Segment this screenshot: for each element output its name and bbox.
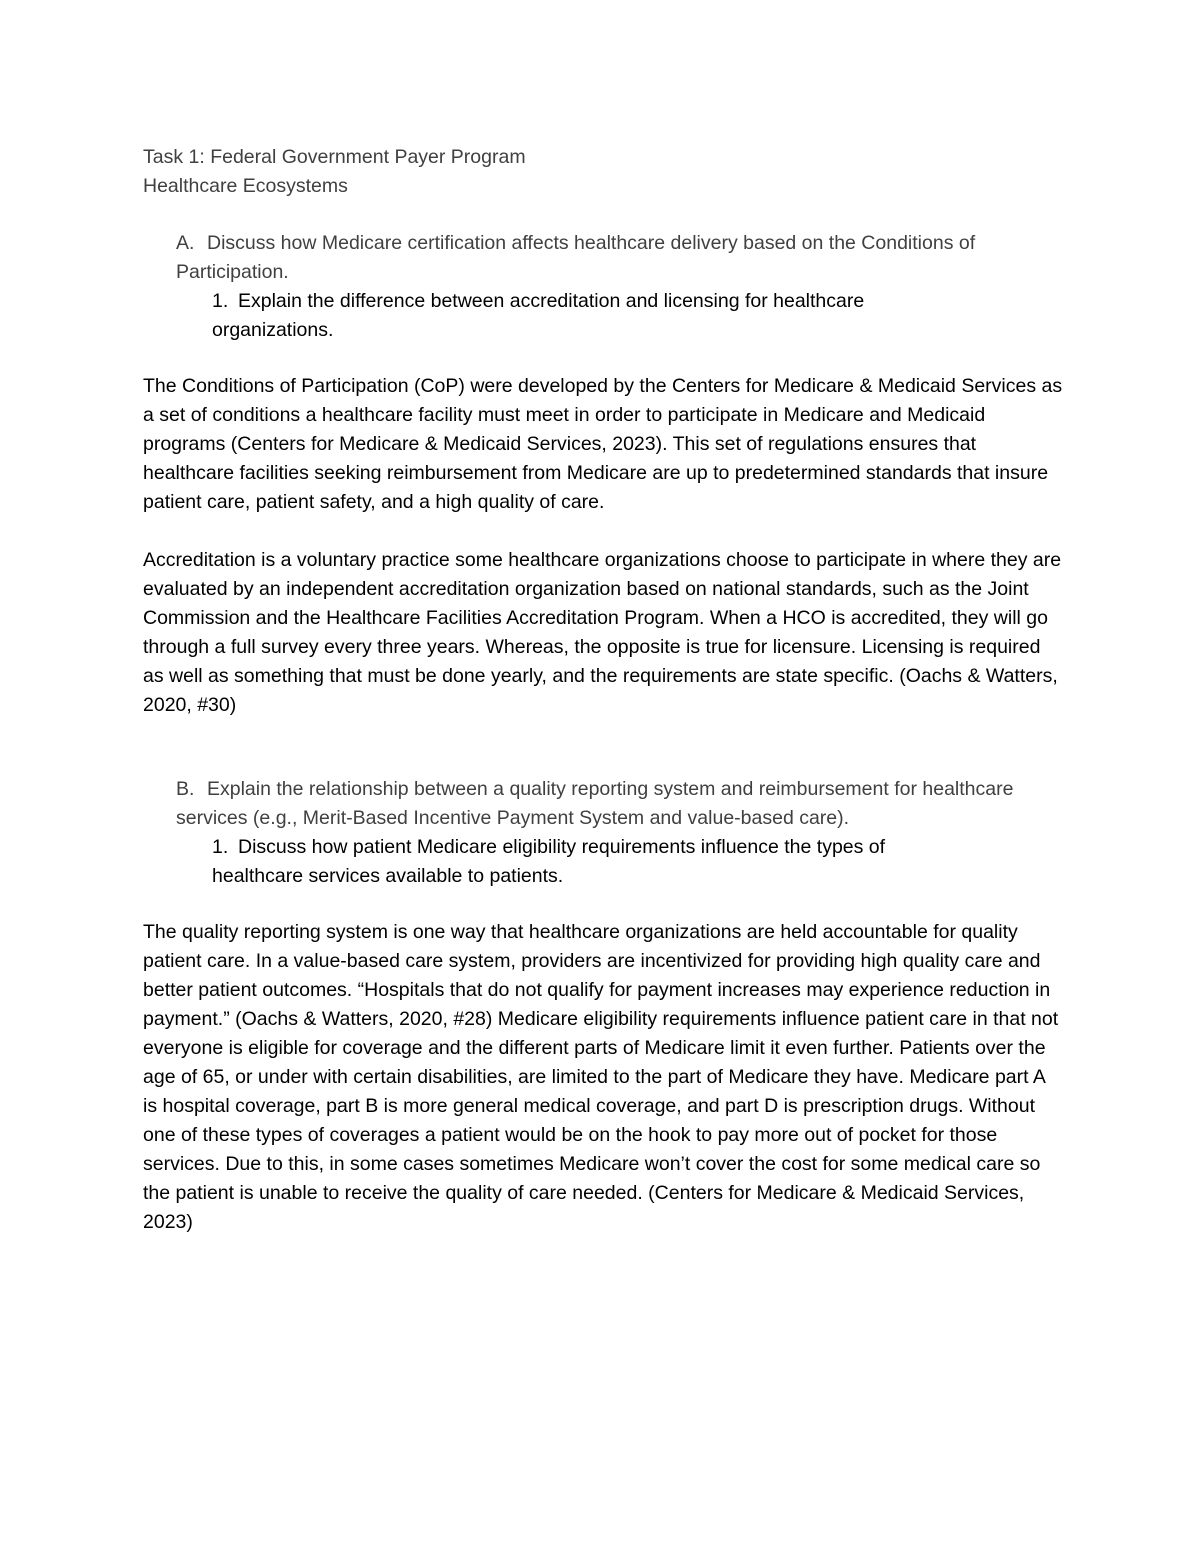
section-a-answer-paragraph: The Conditions of Participation (CoP) were developed by the Centers for Medicare & Medicaid Services as a set of conditions a healthcare facility must meet in order to participate in Medicare and Medicaid programs (Centers for Medicare & Medicaid Services, 2023). This set of regulations ensures that healthcare facilities seeking reimbursement from Medicare are up to predetermined standards that insure patient care, patient safety, and a high quality of care. [143,375,1063,513]
section-a-prompt: Discuss how Medicare certification affects healthcare delivery based on the Conditions of Participation. [176,232,976,283]
section-a-answer-paragraph: Accreditation is a voluntary practice some healthcare organizations choose to participate in where they are evaluated by an independent accreditation organization based on national standards, such as the Joint Commission and the Healthcare Facilities Accreditation Program. When a HCO is accredited, they will go through a full survey every three years. Whereas, the opposite is true for licensure. Licensing is required as well as something that must be done yearly, and the requirements are state specific. (Oachs & Watters, 2020, #30) [143,549,1062,716]
task-title: Task 1: Federal Government Payer Program [143,146,526,168]
section-b-sub-marker: 1. [212,836,229,858]
section-b-answer [143,918,1063,1237]
section-b-prompt: Explain the relationship between a quality reporting system and reimbursement for healthcare services (e.g., Merit-Based Incentive Payment System and value-based care). [176,778,1014,829]
course-subtitle: Healthcare Ecosystems [143,175,348,197]
section-b-marker: B. [176,778,195,800]
section-b-question [143,775,1063,891]
section-a-answer [143,372,1063,720]
section-b-subprompt-row [212,833,1063,891]
section-a-sub-marker: 1. [212,290,229,312]
section-a-subprompt: Explain the difference between accreditation and licensing for healthcare organizations. [212,290,865,341]
section-b-subprompt: Discuss how patient Medicare eligibility requirements influence the types of healthcare services available to patients. [212,836,886,887]
section-a-question [143,229,1063,345]
section-b-answer-paragraph: The quality reporting system is one way that healthcare organizations are held accountable for quality patient care. In a value-based care system, providers are incentivized for providing high quality care and better patient outcomes. “Hospitals that do not qualify for payment increases may experience reduction in payment.” (Oachs & Watters, 2020, #28) Medicare eligibility requirements influence patient care in that not everyone is eligible for coverage and the different parts of Medicare limit it even further. Patients over the age of 65, or under with certain disabilities, are limited to the part of Medicare they have. Medicare part A is hospital coverage, part B is more general medical coverage, and part D is prescription drugs. Without one of these types of coverages a patient would be on the hook to pay more out of pocket for those services. Due to this, in some cases sometimes Medicare won’t cover the cost for some medical care so the patient is unable to receive the quality of care needed. (Centers for Medicare & Medicaid Services, 2023) [143,921,1059,1233]
section-a-prompt-row [176,229,1063,287]
section-b-prompt-row [176,775,1063,833]
document-header [143,143,1063,201]
section-a-marker: A. [176,232,195,254]
section-a-subprompt-row [212,287,1063,345]
